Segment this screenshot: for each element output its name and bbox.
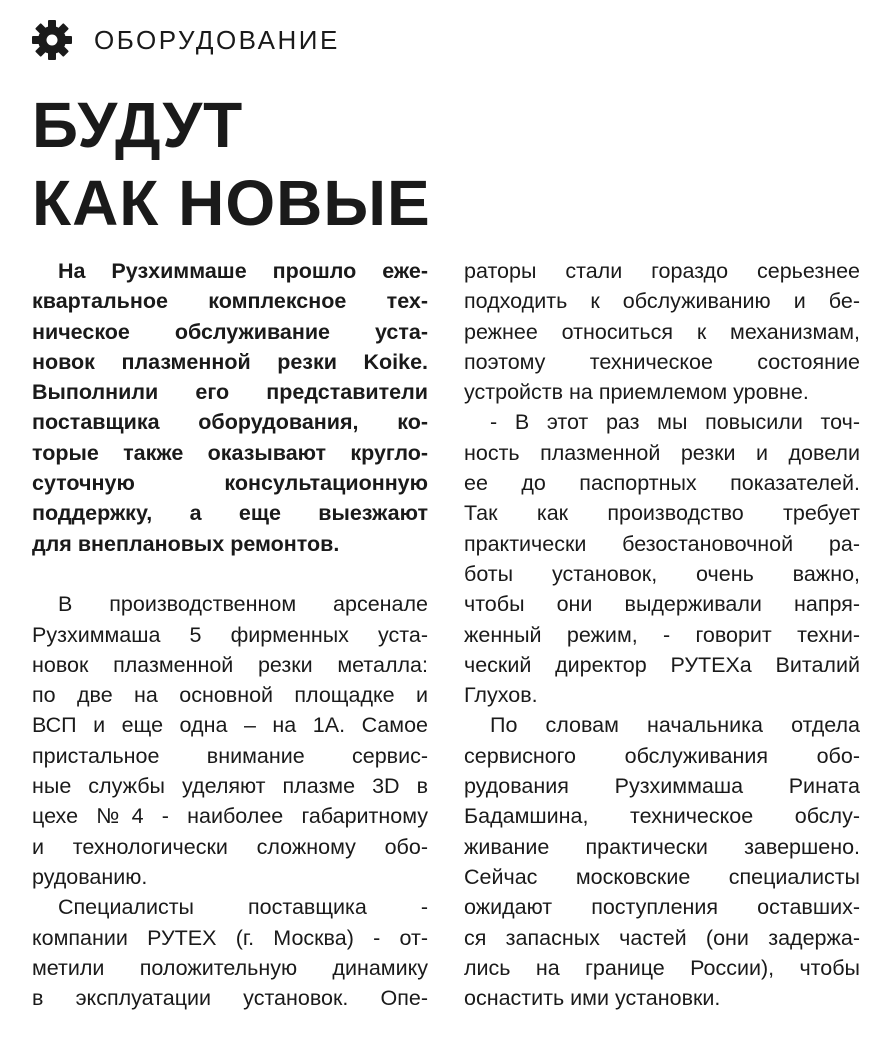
body-line: рудованию. — [32, 864, 148, 889]
body-line: рудования Рузхиммаша Рината — [464, 774, 860, 799]
body-line: Сейчас московские специалисты — [464, 864, 860, 889]
body-line: сервисного обслуживания обо- — [464, 743, 860, 768]
body-line: Рузхиммаша 5 фирменных уста- — [32, 622, 428, 647]
article-body-left — [32, 589, 428, 1013]
body-line: ческий директор РУТЕХа Виталий — [464, 652, 860, 677]
body-line: Так как производство требует — [464, 501, 860, 526]
body-line: боты установок, очень важно, — [464, 561, 860, 586]
section-header — [30, 20, 340, 60]
lead-line: суточную консультационную — [32, 471, 428, 496]
headline-line: КАК НОВЫЕ — [32, 167, 431, 239]
body-line: ные службы уделяют плазме 3D в — [32, 774, 428, 799]
body-line: поэтому техническое состояние — [464, 349, 860, 374]
body-line: ожидают поступления оставших- — [464, 895, 860, 920]
right-column — [464, 256, 860, 1013]
lead-line: торые также оказывают кругло- — [32, 440, 428, 465]
body-line: новок плазменной резки металла: — [32, 652, 428, 677]
body-line: практически безостановочной ра- — [464, 531, 860, 556]
body-line: цехе №4 - наиболее габаритному — [32, 804, 428, 829]
body-line: раторы стали гораздо серьезнее — [464, 259, 860, 283]
article-lead — [32, 256, 428, 559]
body-line: устройств на приемлемом уровне. — [464, 380, 809, 405]
body-line: оснастить ими установки. — [464, 986, 721, 1011]
lead-line: Выполнили его представители — [32, 380, 428, 405]
body-line: режнее относиться к механизмам, — [464, 319, 860, 344]
body-line: Бадамшина, техническое обслу- — [464, 804, 860, 829]
lead-line: квартальное комплексное тех- — [32, 289, 428, 314]
headline-line: БУДУТ — [32, 89, 244, 161]
body-line: живание практически завершено. — [464, 834, 860, 859]
body-line: по две на основной площадке и — [32, 683, 428, 708]
body-line: ее до паспортных показателей. — [464, 471, 860, 496]
lead-line: На Рузхиммаше прошло еже- — [58, 259, 428, 283]
body-line: подходить к обслуживанию и бе- — [464, 289, 860, 314]
body-line: Глухов. — [464, 683, 538, 708]
body-line: пристальное внимание сервис- — [32, 743, 428, 768]
left-column — [32, 256, 428, 1013]
body-line: компании РУТЕХ (г. Москва) - от- — [32, 925, 428, 950]
lead-line: поставщика оборудования, ко- — [32, 410, 428, 435]
body-line: По словам начальника отдела — [490, 713, 860, 738]
section-label: ОБОРУДОВАНИЕ — [94, 24, 340, 55]
body-line: ность плазменной резки и довели — [464, 440, 860, 465]
body-line: в эксплуатации установок. Опе- — [32, 986, 428, 1011]
body-line: лись на границе России), чтобы — [464, 955, 860, 980]
body-line: чтобы они выдерживали напря- — [464, 592, 860, 617]
lead-line: для внеплановых ремонтов. — [32, 531, 340, 556]
article-headline — [32, 86, 431, 242]
lead-line: поддержку, а еще выезжают — [32, 501, 428, 526]
body-line: - В этот раз мы повысили точ- — [490, 410, 860, 435]
body-line: Специалисты поставщика - — [58, 895, 428, 920]
body-line: женный режим, - говорит техни- — [464, 622, 860, 647]
body-line: В производственном арсенале — [58, 592, 428, 617]
lead-line: ническое обслуживание уста- — [32, 319, 428, 344]
body-line: и технологически сложному обо- — [32, 834, 428, 859]
body-line: ВСП и еще одна – на 1А. Самое — [32, 713, 428, 738]
body-line: ся запасных частей (они задержа- — [464, 925, 860, 950]
gear-icon — [30, 18, 74, 62]
lead-line: новок плазменной резки Koike. — [32, 349, 428, 374]
paragraph-gap — [32, 559, 428, 589]
body-line: метили положительную динамику — [32, 955, 428, 980]
